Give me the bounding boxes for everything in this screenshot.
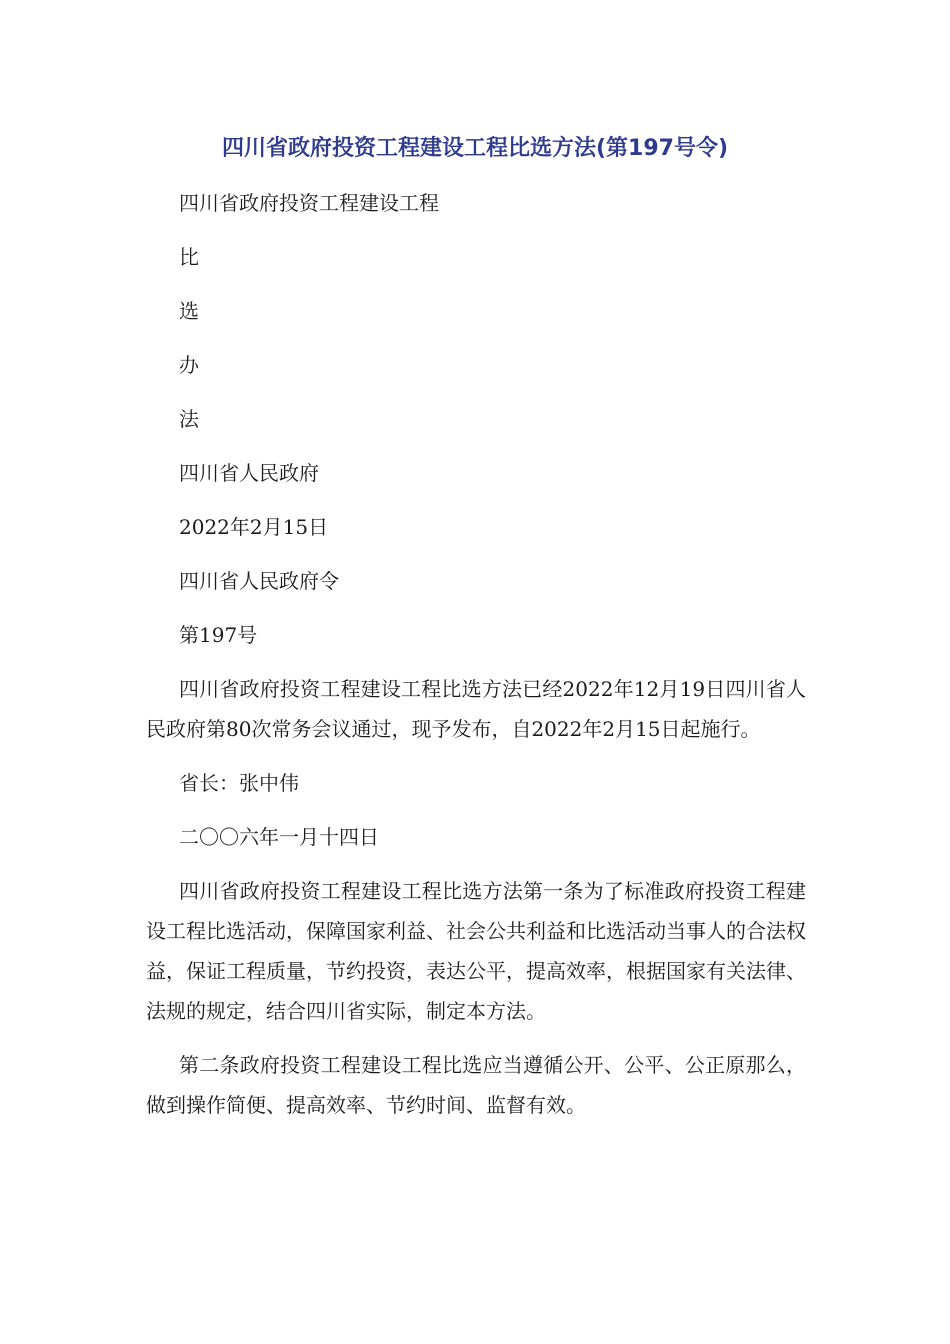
- paragraph-issuer: 四川省人民政府: [179, 461, 319, 485]
- document-body: [146, 183, 806, 1139]
- paragraph-date: 2022年2月15日: [179, 515, 329, 539]
- paragraph-order-title: 四川省人民政府令: [179, 569, 339, 593]
- paragraph-heading-line: 四川省政府投资工程建设工程: [179, 191, 439, 215]
- paragraph-article-2: 第二条政府投资工程建设工程比选应当遵循公开、公平、公正原那么，做到操作简便、提高效率、节约时间、监督有效。: [146, 1053, 806, 1117]
- paragraph-sign-date: 二〇〇六年一月十四日: [179, 825, 379, 849]
- paragraph-announcement: 四川省政府投资工程建设工程比选方法已经2022年12月19日四川省人民政府第80次常务会议通过，现予发布，自2022年2月15日起施行。: [146, 677, 806, 741]
- paragraph-char-fa: 法: [179, 407, 199, 431]
- paragraph-char-ban: 办: [179, 353, 199, 377]
- paragraph-char-xuan: 选: [179, 299, 199, 323]
- paragraph-order-number: 第197号: [179, 623, 258, 647]
- paragraph-governor: 省长：张中伟: [179, 771, 299, 795]
- document-title: 四川省政府投资工程建设工程比选方法(第197号令): [221, 136, 729, 161]
- paragraph-char-bi: 比: [179, 245, 199, 269]
- paragraph-article-1: 四川省政府投资工程建设工程比选方法第一条为了标准政府投资工程建设工程比选活动，保障国家利益、社会公共利益和比选活动当事人的合法权益，保证工程质量，节约投资，表达公平，提高效率，根据国家有关法律、法规的规定，结合四川省实际，制定本方法。: [146, 879, 806, 1023]
